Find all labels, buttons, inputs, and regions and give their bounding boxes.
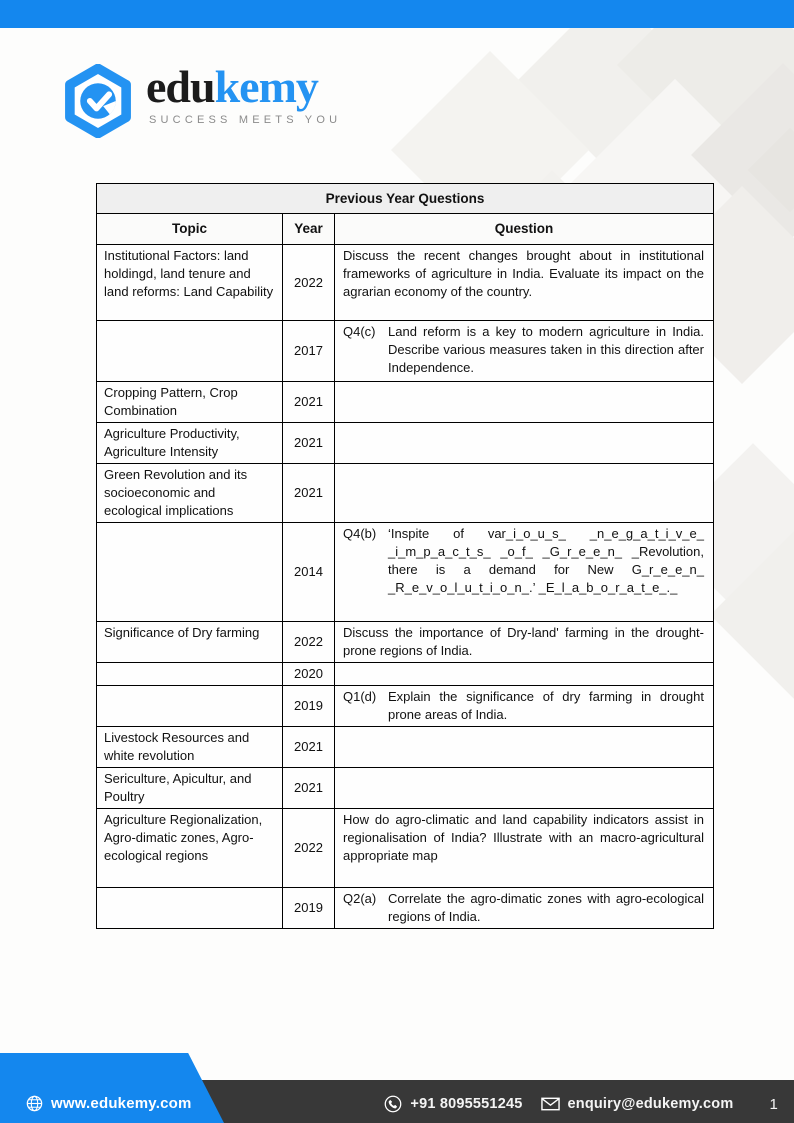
- question-cell: [335, 382, 713, 422]
- year-cell: 2019: [283, 888, 335, 928]
- table-row: [97, 464, 713, 523]
- table-row: [97, 686, 713, 727]
- table-row: [97, 888, 713, 928]
- phone-icon: [384, 1095, 402, 1113]
- table-row: [97, 622, 713, 663]
- footer-website-text[interactable]: www.edukemy.com: [51, 1095, 192, 1112]
- brand-tagline: SUCCESS MEETS YOU: [149, 114, 342, 126]
- question-cell: [335, 321, 713, 381]
- year-cell: 2022: [283, 245, 335, 320]
- globe-icon: [26, 1095, 43, 1112]
- question-cell: [335, 768, 713, 808]
- question-number: Q2(a): [343, 891, 377, 906]
- question-cell: Discuss the recent changes brought about in institutional frameworks of agriculture in India. Evaluate its impact on the agrarian economy of the country.: [343, 248, 704, 299]
- envelope-icon: [541, 1097, 560, 1111]
- table-title: Previous Year Questions: [97, 184, 713, 214]
- year-cell: 2021: [283, 382, 335, 422]
- column-header-year: Year: [283, 214, 335, 244]
- footer-contact: [384, 1095, 778, 1113]
- topic-cell: [97, 523, 283, 621]
- question-number: Q4(c): [343, 324, 376, 339]
- topic-cell: Significance of Dry farming: [97, 622, 283, 662]
- topic-cell: [97, 663, 283, 685]
- column-header-question: Question: [494, 221, 554, 236]
- edukemy-hexagon-icon: [60, 64, 136, 138]
- table-row: [97, 423, 713, 464]
- topic-cell: Agriculture Regionalization, Agro-dimatic zones, Agro-ecological regions: [97, 809, 283, 887]
- wordmark-kemy: kemy: [214, 61, 318, 112]
- table-row: [97, 382, 713, 423]
- question-cell: [335, 686, 713, 726]
- question-cell: [335, 727, 713, 767]
- table-header-row: [97, 214, 713, 245]
- year-cell: 2022: [283, 809, 335, 887]
- edukemy-logo: [60, 61, 342, 138]
- question-number: Q1(d): [343, 689, 377, 704]
- wordmark: [146, 61, 341, 112]
- page-number: 1: [769, 1095, 778, 1113]
- question-text: Land reform is a key to modern agriculture in India. Describe various measures taken in this direction after Independence.: [388, 324, 704, 375]
- question-cell: Discuss the importance of Dry-land' farming in the drought-prone regions of India.: [343, 625, 704, 658]
- year-cell: 2021: [283, 768, 335, 808]
- table-row: [97, 663, 713, 686]
- question-text: Explain the significance of dry farming in drought prone areas of India.: [388, 689, 704, 722]
- table-row: [97, 245, 713, 321]
- footer-email-group: [541, 1096, 734, 1112]
- question-number: Q4(b): [343, 526, 377, 541]
- year-cell: 2017: [283, 321, 335, 381]
- question-cell: [335, 663, 713, 685]
- topic-cell: Livestock Resources and white revolution: [97, 727, 283, 767]
- table-row: [97, 727, 713, 768]
- year-cell: 2022: [283, 622, 335, 662]
- previous-year-questions-table: [96, 183, 714, 929]
- topic-cell: Cropping Pattern, Crop Combination: [97, 382, 283, 422]
- topic-cell: Institutional Factors: land holdingd, land tenure and land reforms: Land Capability: [97, 245, 283, 320]
- top-accent-bar: [0, 0, 794, 28]
- footer-blue-ribbon: [0, 1053, 224, 1123]
- question-cell: [335, 423, 713, 463]
- year-cell: 2021: [283, 423, 335, 463]
- topic-cell: [97, 321, 283, 381]
- question-text: Correlate the agro-dimatic zones with agro-ecological regions of India.: [388, 891, 704, 924]
- footer-email[interactable]: enquiry@edukemy.com: [567, 1096, 734, 1112]
- year-cell: 2020: [283, 663, 335, 685]
- year-cell: 2021: [283, 464, 335, 522]
- topic-cell: [97, 888, 283, 928]
- topic-cell: Sericulture, Apicultur, and Poultry: [97, 768, 283, 808]
- topic-cell: [97, 686, 283, 726]
- question-cell: [335, 464, 713, 522]
- table-row: [97, 768, 713, 809]
- topic-cell: Green Revolution and its socioeconomic and ecological implications: [97, 464, 283, 522]
- table-row: [97, 809, 713, 888]
- wordmark-edu: edu: [146, 61, 215, 112]
- topic-cell: Agriculture Productivity, Agriculture Intensity: [97, 423, 283, 463]
- table-row: [97, 523, 713, 622]
- year-cell: 2021: [283, 727, 335, 767]
- year-cell: 2014: [283, 523, 335, 621]
- table-row: [97, 321, 713, 382]
- year-cell: 2019: [283, 686, 335, 726]
- question-text: ‘Inspite of var_i_o_u_s_ _n_e_g_a_t_i_v_e_ _i_m_p_a_c_t_s_ _o_f_ _G_r_e_e_n_ _Revolution, there is a demand for New G_r_e_e_n_ _R_e_v_o_l_u_t_i_o_n_.’ _E_l_a_b_o_r_a_t_e_._: [388, 526, 704, 595]
- question-cell: How do agro-climatic and land capability indicators assist in regionalisation of India? Illustrate with an macro-agricultural appropriate map: [343, 812, 704, 863]
- column-header-topic: Topic: [97, 214, 283, 244]
- logo-text: [146, 61, 342, 126]
- footer-website[interactable]: [26, 1095, 192, 1112]
- question-cell: [335, 888, 713, 928]
- question-cell: [335, 523, 713, 621]
- table-rows: [97, 245, 713, 928]
- footer-phone[interactable]: +91 8095551245: [410, 1096, 523, 1112]
